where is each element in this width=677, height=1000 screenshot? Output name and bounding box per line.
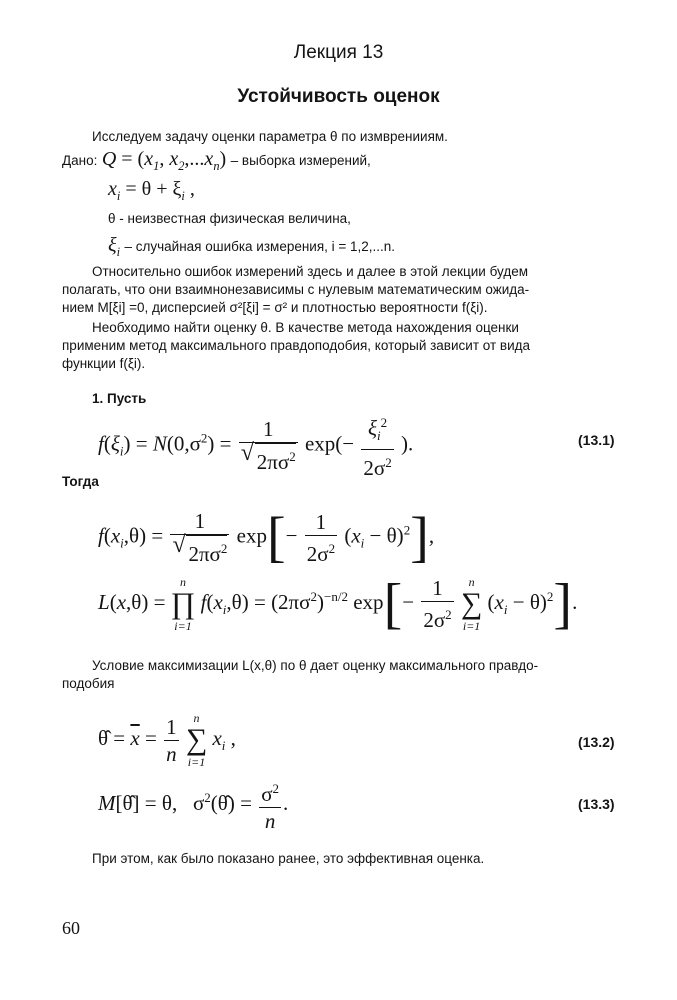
p2-line-2: применим метод максимального правдоподобия, который зависит от вида [62, 338, 530, 353]
cond-line-2: подобия [62, 676, 115, 691]
equation-13-3: M[θ̂] = θ, $\sigma^2(\thetâ)$ = $\frac{\sigma^2}{n}$ . [98, 776, 288, 834]
p2-line-3: функции f(ξi). [62, 356, 146, 371]
eq2-mean-coef: $\frac{1}{n}$ [166, 714, 177, 766]
given-label: Дано: [62, 153, 98, 168]
p1-line-3: нием M[ξi] =0, дисперсией σ²[ξi] = σ² и плотностью вероятности f(ξi). [62, 300, 488, 315]
likelihood-exponent-coef: $\frac{1}{2\sigma^2}$ [423, 576, 452, 632]
eq2-sum-operator: n ∑ i=1 [185, 711, 208, 769]
eq-number-13-1: (13.1) [578, 432, 615, 448]
p1-line-1: Относительно ошибок измерений здесь и далее в этой лекции будем [92, 264, 528, 279]
eq1-exponent: $\frac{\xi_i^2}{2\sigma^2}$ [361, 410, 393, 481]
equation-density-xi: $f(x_i,\theta)$ = 1 √ $2\pi\sigma^2$ exp[− $\frac{1}{2\sigma^2}$ $(x_i - \theta)^2$], [98, 508, 434, 567]
task-statement: Исследуем задачу оценки параметра θ по измвренииям. [92, 129, 448, 144]
xi-block [108, 234, 395, 260]
closing-sentence: При этом, как было показано ранее, это эффективная оценка. [92, 851, 485, 866]
p2-line-1: Необходимо найти оценку θ. В качестве метода нахождения оценки [92, 320, 519, 335]
eq-number-13-3: (13.3) [578, 796, 615, 812]
lecture-title: Лекция 13 [293, 42, 384, 63]
condition-paragraph [62, 657, 622, 693]
paragraph-2 [62, 319, 622, 373]
sample-formula: $Q = (x_1$, $x_2,...x_n$) [101, 148, 227, 173]
sum-operator: n ∑ i=1 [460, 575, 483, 633]
theta-desc: θ - неизвестная физическая величина, [108, 211, 351, 226]
case-1-label: 1. Пусть [92, 391, 147, 406]
xi-desc: – случайная ошибка измерения, i = 1,2,...n. [124, 239, 396, 254]
xi-symbol: $\xi_i$ [108, 234, 121, 259]
equation-13-2: θ̂ = $\overline{x}$ = $\frac{1}{n}$ n ∑ i=1 $x_i$ , [98, 711, 236, 769]
measurement-model: $x_i = \theta + \xi_i$ , [108, 178, 195, 203]
topic-title: Устойчивость оценок [237, 86, 440, 107]
equation-likelihood: L(x,θ) = n ∏ i=1 $f(x_i,\theta) = (2\pi\sigma^2)^{-n/2}$ exp[− $\frac{1}{2\sigma^2}$ n ∑ i=1 $(x_i - \theta)^2$]. [98, 573, 578, 635]
density-exponent-coef: $\frac{1}{2\sigma^2}$ [306, 509, 336, 566]
cond-line-1: Условие максимизации L(x,θ) по θ дает оценку максимального правдо- [92, 658, 539, 673]
density-coef: 1 √ $2\pi\sigma^2$ [170, 508, 229, 567]
p1-line-2: полагать, что они взаимнонезависимы с нулевым математическим ожида- [62, 282, 530, 297]
eq3-variance-frac: $\frac{\sigma^2}{n}$ [259, 776, 281, 834]
given-block [62, 148, 371, 174]
eq-number-13-2: (13.2) [578, 734, 615, 750]
equation-13-1: $f(\xi_i) = N(0,\sigma^2)$ = 1 √ $2\pi\sigma^2$ exp(− $\frac{\xi_i^2}{2\sigma^2}$ ). [98, 410, 413, 481]
eq1-normal-coef: 1 √ $2\pi\sigma^2$ [239, 416, 298, 475]
product-operator: n ∏ i=1 [170, 575, 196, 633]
paragraph-1 [62, 263, 622, 317]
sample-desc: – выборка измерений, [230, 153, 371, 168]
then-label: Тогда [62, 474, 99, 489]
page-number: 60 [62, 918, 80, 938]
